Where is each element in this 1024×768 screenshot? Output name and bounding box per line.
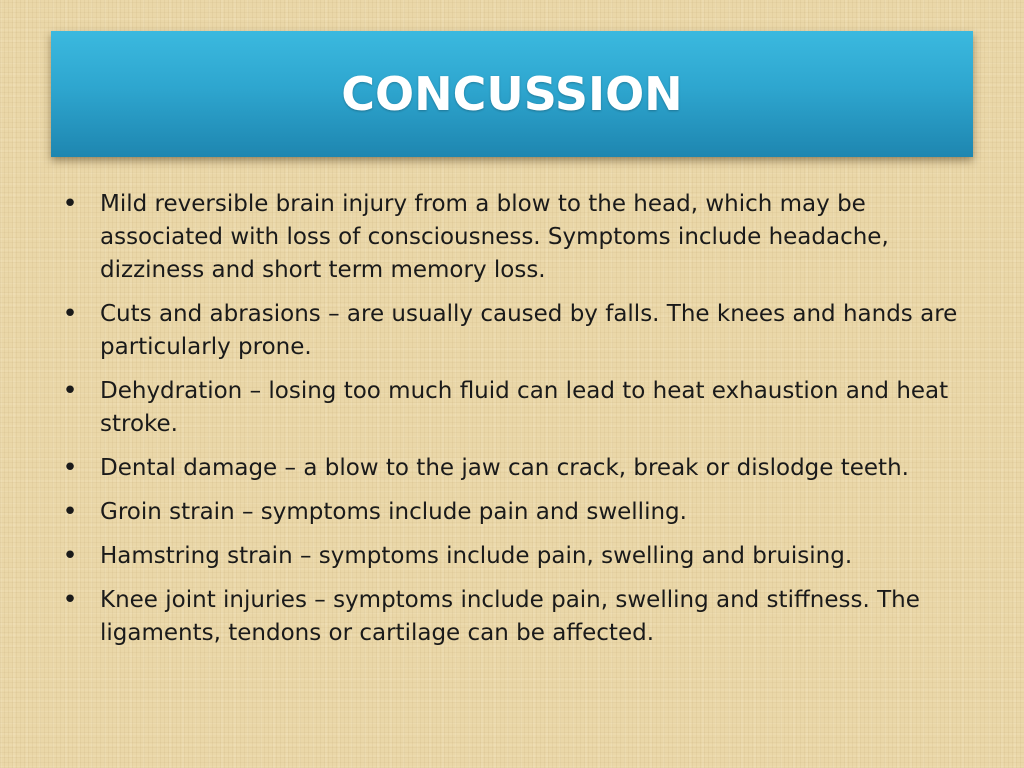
bullet-text: Dehydration – losing too much fluid can lead to heat exhaustion and heat stroke.	[100, 378, 949, 437]
bullet-item	[60, 298, 970, 364]
slide-title: CONCUSSION	[341, 67, 683, 121]
bullet-text: Hamstring strain – symptoms include pain, swelling and bruising.	[100, 543, 853, 569]
bullet-item	[60, 452, 970, 485]
bullet-item	[60, 496, 970, 529]
bullet-text: Mild reversible brain injury from a blow to the head, which may be associated with loss of consciousness. Symptoms include headache, dizziness and short term memory loss.	[100, 191, 889, 283]
bullet-list	[60, 188, 970, 661]
bullet-text: Knee joint injuries – symptoms include pain, swelling and stiffness. The ligaments, tendons or cartilage can be affected.	[100, 587, 920, 646]
bullet-text: Cuts and abrasions – are usually caused by falls. The knees and hands are particularly prone.	[100, 301, 958, 360]
bullet-icon: •	[62, 189, 78, 219]
bullet-text: Dental damage – a blow to the jaw can crack, break or dislodge teeth.	[100, 455, 909, 481]
bullet-item	[60, 584, 970, 650]
bullet-icon: •	[62, 497, 78, 527]
bullet-text: Groin strain – symptoms include pain and swelling.	[100, 499, 687, 525]
bullet-item	[60, 188, 970, 287]
bullet-icon: •	[62, 376, 78, 406]
bullet-icon: •	[62, 453, 78, 483]
title-banner	[51, 31, 973, 157]
bullet-item	[60, 540, 970, 573]
bullet-icon: •	[62, 585, 78, 615]
bullet-item	[60, 375, 970, 441]
bullet-icon: •	[62, 299, 78, 329]
bullet-icon: •	[62, 541, 78, 571]
